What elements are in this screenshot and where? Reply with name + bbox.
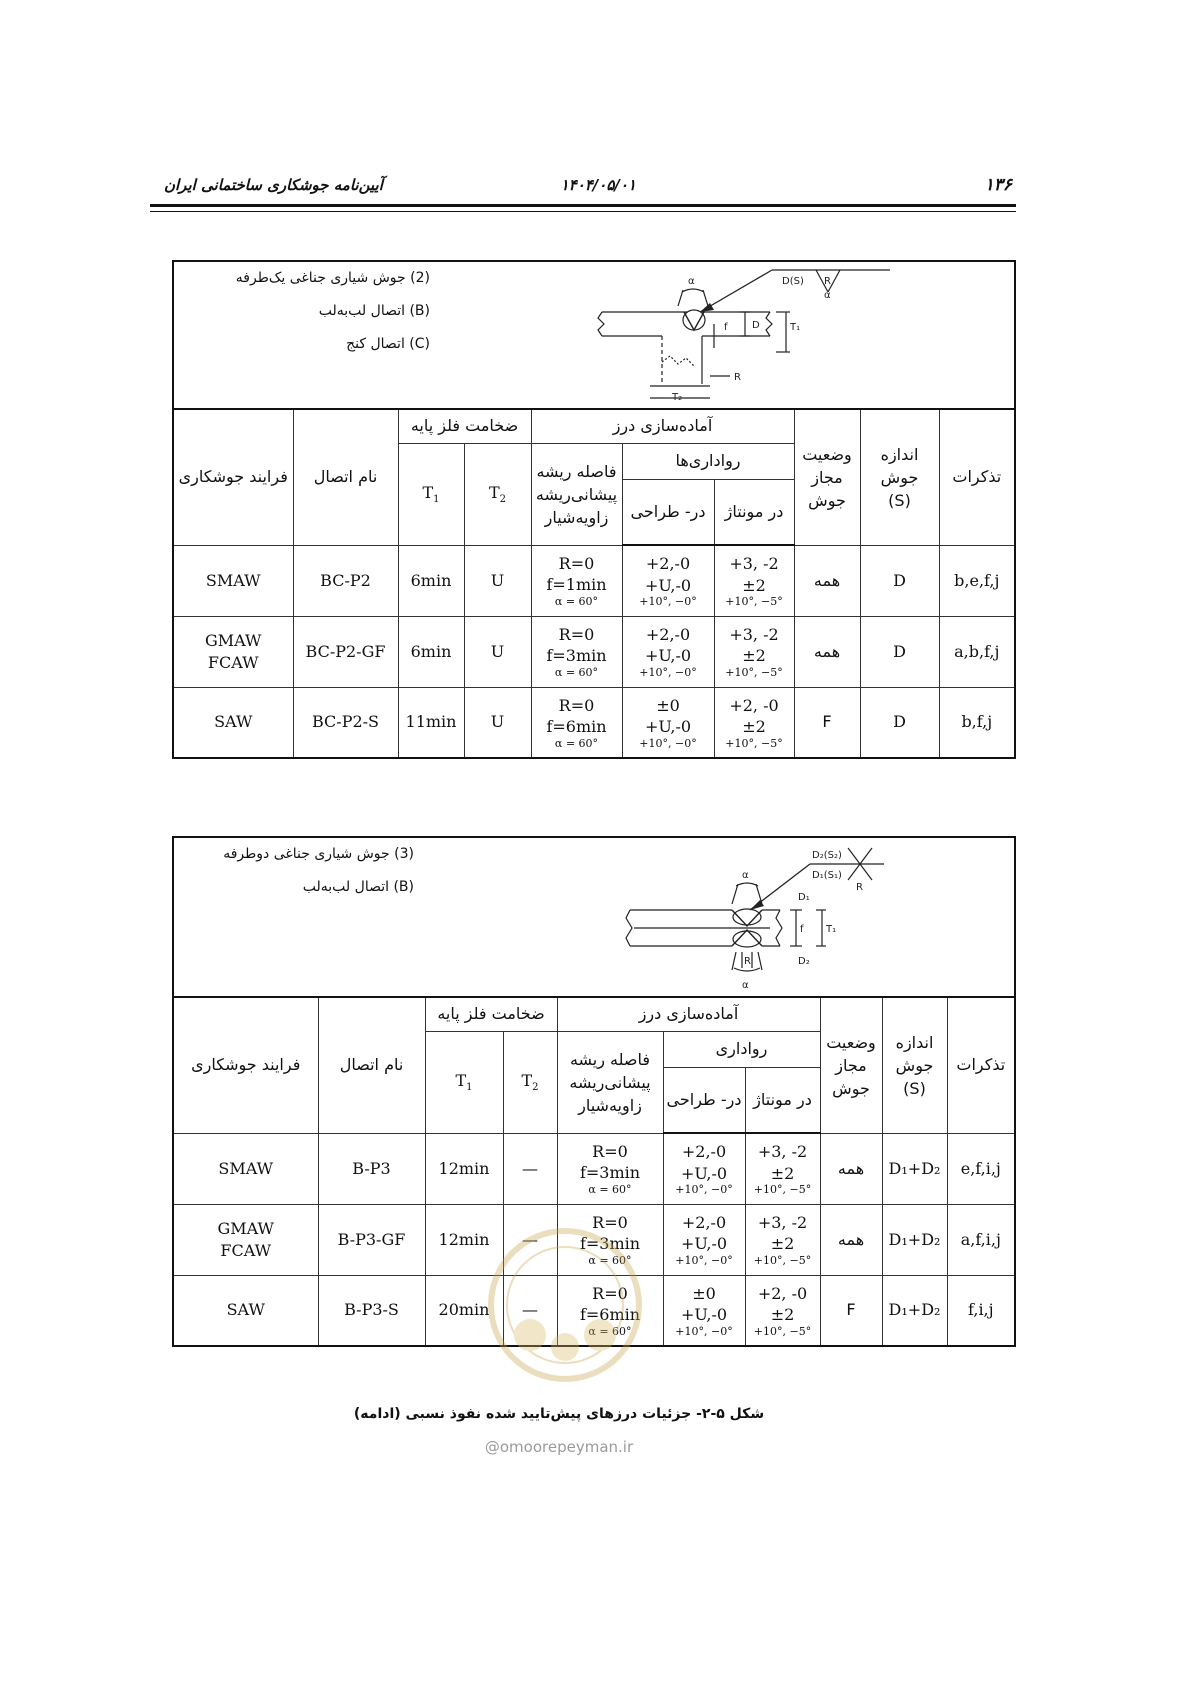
- hdr2-fitup: در مونتاژ: [745, 1067, 820, 1133]
- header-rule-thin: [150, 211, 1016, 212]
- figure-alpha2-label: α: [824, 290, 831, 301]
- cell-t2: U: [464, 545, 531, 616]
- cell-size: D: [860, 687, 939, 758]
- hdr-root: فاصله ریشه پیشانی‌ریشه زاویه‌شیار: [531, 443, 622, 545]
- hdr-groove-prep: آماده‌سازی درز: [531, 409, 794, 443]
- table-row: [173, 1204, 1015, 1275]
- cell-size: D₁+D₂: [882, 1204, 947, 1275]
- cell-t2: —: [503, 1133, 557, 1204]
- hdr-fitup: در مونتاژ: [714, 479, 794, 545]
- cell-notes: e,f,i,j: [947, 1133, 1015, 1204]
- joint-table-single-v: [172, 260, 1016, 759]
- cell-root: R=0 f=3min α = 60°: [531, 616, 622, 687]
- table2-titles: [174, 838, 414, 904]
- hdr2-process: فرایند جوشکاری: [173, 997, 318, 1133]
- cell-position: همه: [820, 1204, 882, 1275]
- hdr-position: وضعیت مجاز جوش: [794, 409, 860, 545]
- hdr2-notes: تذکرات: [947, 997, 1015, 1133]
- hdr2-design: در- طراحی: [663, 1067, 745, 1133]
- cell-root: R=0 f=3min α = 60°: [557, 1204, 663, 1275]
- cell-position: همه: [794, 616, 860, 687]
- cell-root: R=0 f=6min α = 60°: [557, 1275, 663, 1346]
- hdr-joint: نام اتصال: [293, 409, 398, 545]
- cell-joint: BC-P2-GF: [293, 616, 398, 687]
- weld-bead-bottom: [733, 931, 761, 947]
- cell-process: GMAW FCAW: [173, 1204, 318, 1275]
- cell-fitup: +3, -2 ±2 +10°, −5°: [745, 1133, 820, 1204]
- figure2-f-label: f: [800, 924, 804, 935]
- cell-fitup: +2, -0 ±2 +10°, −5°: [745, 1275, 820, 1346]
- figure2-alpha-bottom: α: [742, 980, 749, 991]
- table-row: [173, 616, 1015, 687]
- cell-size: D₁+D₂: [882, 1275, 947, 1346]
- cell-fitup: +2, -0 ±2 +10°, −5°: [714, 687, 794, 758]
- hdr2-tolerances: روادارى: [663, 1031, 820, 1067]
- hdr-base-thickness: ضخامت فلز پایه: [398, 409, 531, 443]
- cell-joint: BC-P2-S: [293, 687, 398, 758]
- weld-bead-top: [733, 909, 761, 925]
- hdr2-joint: نام اتصال: [318, 997, 425, 1133]
- cell-notes: f,i,j: [947, 1275, 1015, 1346]
- hdr-tolerances: روادارى‌ها: [622, 443, 794, 479]
- figure2-d2-label: D₂: [798, 956, 810, 967]
- weld-bead: [683, 310, 705, 330]
- book-title: آیین‌نامه جوشکاری ساختمانی ایران: [164, 176, 383, 194]
- cell-design: +2,-0 +U,-0 +10°, −0°: [622, 616, 714, 687]
- figure2-d2s2-label: D₂(S₂): [812, 850, 842, 861]
- table-row: [173, 545, 1015, 616]
- page-number: ۱۳۶: [984, 175, 1012, 195]
- cell-size: D₁+D₂: [882, 1133, 947, 1204]
- hdr-process: فرایند جوشکاری: [173, 409, 293, 545]
- figure-t1-label: T₁: [790, 322, 801, 333]
- cell-position: همه: [794, 545, 860, 616]
- figure-f-label: f: [724, 322, 728, 333]
- hdr-weld-size: اندازه جوش (S): [860, 409, 939, 545]
- cell-t1: 12min: [425, 1133, 503, 1204]
- table2-title-butt: (B) اتصال لب‌به‌لب: [302, 879, 414, 895]
- cell-fitup: +3, -2 ±2 +10°, −5°: [714, 616, 794, 687]
- hdr2-base-thickness: ضخامت فلز پایه: [425, 997, 557, 1031]
- cell-joint: BC-P2: [293, 545, 398, 616]
- hdr2-t2: $T_2$: [503, 1031, 557, 1133]
- cell-t2: —: [503, 1204, 557, 1275]
- cell-t1: 6min: [398, 545, 464, 616]
- figure2-d1-label: D₁: [798, 892, 810, 903]
- cell-root: R=0 f=1min α = 60°: [531, 545, 622, 616]
- figure-ds-label: D(S): [782, 276, 804, 287]
- cell-size: D: [860, 545, 939, 616]
- table1-title-groove: (2) جوش شیاری جناغی یک‌طرفه: [235, 270, 430, 286]
- page-header: [150, 175, 1016, 199]
- table1-diagram-panel: [173, 261, 1015, 409]
- table-row: [173, 1275, 1015, 1346]
- cell-root: R=0 f=3min α = 60°: [557, 1133, 663, 1204]
- cell-notes: b,e,f,j: [939, 545, 1015, 616]
- joint-table-double-v: [172, 836, 1016, 1347]
- cell-t2: U: [464, 687, 531, 758]
- cell-fitup: +3, -2 ±2 +10°, −5°: [745, 1204, 820, 1275]
- hdr2-groove-prep: آماده‌سازی درز: [557, 997, 820, 1031]
- site-watermark: @omoorepeyman.ir: [484, 1438, 634, 1456]
- hdr-design: در- طراحی: [622, 479, 714, 545]
- table1-title-butt: (B) اتصال لب‌به‌لب: [318, 303, 430, 319]
- figure-r-label: R: [824, 276, 831, 287]
- double-v-groove-figure: [620, 844, 870, 994]
- cell-joint: B-P3-GF: [318, 1204, 425, 1275]
- cell-t2: U: [464, 616, 531, 687]
- figure-caption: شکل ۵-۲- جزئیات درزهای پیش‌تایید شده نفوذ نسبی (ادامه): [353, 1406, 765, 1422]
- cell-t1: 6min: [398, 616, 464, 687]
- table-row: [173, 687, 1015, 758]
- figure2-d1s1-label: D₁(S₁): [812, 870, 842, 881]
- hdr2-t1: $T_1$: [425, 1031, 503, 1133]
- hdr-t2: $T_2$: [464, 443, 531, 545]
- cell-process: SAW: [173, 1275, 318, 1346]
- table2-diagram-panel: [173, 837, 1015, 997]
- table1-body: [173, 545, 1015, 758]
- cell-notes: a,f,i,j: [947, 1204, 1015, 1275]
- cell-t1: 11min: [398, 687, 464, 758]
- cell-process: SMAW: [173, 545, 293, 616]
- hdr2-root: فاصله ریشه پیشانی‌ریشه زاویه‌شیار: [557, 1031, 663, 1133]
- cell-fitup: +3, -2 ±2 +10°, −5°: [714, 545, 794, 616]
- cell-design: +2,-0 +U,-0 +10°, −0°: [663, 1133, 745, 1204]
- cell-size: D: [860, 616, 939, 687]
- cell-process: SAW: [173, 687, 293, 758]
- cell-position: همه: [820, 1133, 882, 1204]
- cell-process: SMAW: [173, 1133, 318, 1204]
- cell-t1: 20min: [425, 1275, 503, 1346]
- cell-position: F: [794, 687, 860, 758]
- hdr2-weld-size: اندازه جوش (S): [882, 997, 947, 1133]
- cell-root: R=0 f=6min α = 60°: [531, 687, 622, 758]
- cell-design: +2,-0 +U,-0 +10°, −0°: [663, 1204, 745, 1275]
- hdr-t1: $T_1$: [398, 443, 464, 545]
- figure-t2-label: T₂: [672, 392, 683, 403]
- cell-joint: B-P3-S: [318, 1275, 425, 1346]
- figure2-t1-label: T₁: [826, 924, 837, 935]
- cell-design: +2,-0 +U,-0 +10°, −0°: [622, 545, 714, 616]
- figure-alpha-label: α: [688, 276, 695, 287]
- table2-title-groove: (3) جوش شیاری جناغی دوطرفه: [223, 846, 414, 862]
- cell-position: F: [820, 1275, 882, 1346]
- cell-joint: B-P3: [318, 1133, 425, 1204]
- figure2-r-root-label: R: [744, 956, 751, 967]
- table1-title-corner: (C) اتصال کنج: [346, 336, 430, 352]
- figure-d-label: D: [752, 320, 760, 331]
- single-v-groove-figure: [590, 266, 830, 406]
- table-row: [173, 1133, 1015, 1204]
- cell-notes: b,f,j: [939, 687, 1015, 758]
- table2-body: [173, 1133, 1015, 1346]
- cell-notes: a,b,f,j: [939, 616, 1015, 687]
- cell-t1: 12min: [425, 1204, 503, 1275]
- cell-design: ±0 +U,-0 +10°, −0°: [622, 687, 714, 758]
- hdr-notes: تذکرات: [939, 409, 1015, 545]
- figure2-r-label: R: [856, 882, 863, 893]
- cell-design: ±0 +U,-0 +10°, −0°: [663, 1275, 745, 1346]
- header-date: ۱۴۰۴/۰۵/۰۱: [560, 176, 636, 194]
- header-rule-thick: [150, 204, 1016, 207]
- cell-t2: —: [503, 1275, 557, 1346]
- table1-titles: [174, 262, 430, 361]
- figure-r-root-label: R: [734, 372, 741, 383]
- hdr2-position: وضعیت مجاز جوش: [820, 997, 882, 1133]
- figure2-alpha-top: α: [742, 870, 749, 881]
- cell-process: GMAW FCAW: [173, 616, 293, 687]
